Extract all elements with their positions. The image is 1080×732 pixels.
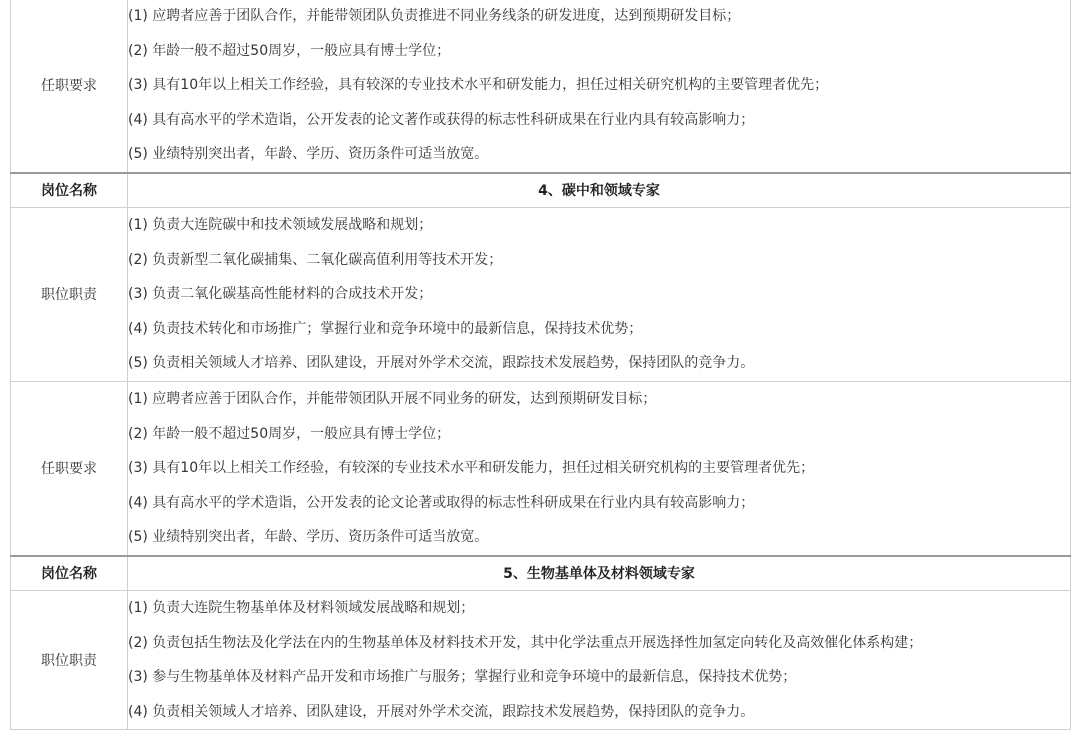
position-header-row: [11, 173, 1071, 208]
requirements-content: [128, 0, 1071, 173]
list-item: (1) 应聘者应善于团队合作，并能带领团队负责推进不同业务线条的研发进度，达到预期研发目标；: [128, 8, 741, 24]
row-label: 职位职责: [11, 207, 128, 381]
list-item: (5) 业绩特别突出者，年龄、学历、资历条件可适当放宽。: [128, 529, 489, 546]
duties-content: [128, 590, 1071, 729]
row-label: 职位职责: [11, 590, 128, 729]
list-item: (3) 参与生物基单体及材料产品开发和市场推广与服务；掌握行业和竞争环境中的最新信息，保持技术优势；: [128, 669, 797, 686]
list-item: (2) 负责包括生物法及化学法在内的生物基单体及材料技术开发，其中化学法重点开展选择性加氢定向转化及高效催化体系构建；: [128, 634, 923, 651]
position-title: 4、碳中和领域专家: [128, 173, 1071, 208]
list-item: (2) 年龄一般不超过50周岁，一般应具有博士学位；: [128, 42, 451, 59]
requirements-row: [11, 0, 1071, 173]
list-item: (4) 具有高水平的学术造诣，公开发表的论文著作或获得的标志性科研成果在行业内具有较高影响力；: [128, 111, 755, 128]
job-requirements-table: [10, 0, 1071, 730]
list-item: (3) 具有10年以上相关工作经验，具有较深的专业技术水平和研发能力，担任过相关研究机构的主要管理者优先；: [128, 77, 829, 94]
list-item: (3) 具有10年以上相关工作经验，有较深的专业技术水平和研发能力，担任过相关研究机构的主要管理者优先；: [128, 460, 815, 477]
requirements-content: [128, 381, 1071, 555]
list-item: (4) 负责相关领域人才培养、团队建设，开展对外学术交流，跟踪技术发展趋势，保持团队的竞争力。: [128, 703, 755, 720]
list-item: (1) 负责大连院碳中和技术领域发展战略和规划；: [128, 216, 433, 233]
list-item: (1) 负责大连院生物基单体及材料领域发展战略和规划；: [128, 599, 475, 616]
duties-row: [11, 590, 1071, 729]
list-item: (2) 年龄一般不超过50周岁，一般应具有博士学位；: [128, 425, 451, 442]
list-item: (4) 负责技术转化和市场推广；掌握行业和竞争环境中的最新信息，保持技术优势；: [128, 320, 643, 337]
requirements-row: [11, 381, 1071, 555]
position-title: 5、生物基单体及材料领域专家: [128, 556, 1071, 591]
table-bottom-divider: [10, 729, 1071, 730]
list-item: (5) 负责相关领域人才培养、团队建设，开展对外学术交流，跟踪技术发展趋势，保持团队的竞争力。: [128, 355, 755, 372]
list-item: (4) 具有高水平的学术造诣，公开发表的论文论著或取得的标志性科研成果在行业内具有较高影响力；: [128, 494, 755, 511]
list-item: (1) 应聘者应善于团队合作，并能带领团队开展不同业务的研发，达到预期研发目标；: [128, 390, 657, 407]
position-name-label: 岗位名称: [11, 556, 128, 591]
duties-content: [128, 207, 1071, 381]
position-name-label: 岗位名称: [11, 173, 128, 208]
row-label: 任职要求: [11, 381, 128, 555]
list-item: (5) 业绩特别突出者，年龄、学历、资历条件可适当放宽。: [128, 146, 489, 163]
row-label: 任职要求: [11, 0, 128, 173]
duties-row: [11, 207, 1071, 381]
position-header-row: [11, 556, 1071, 591]
list-item: (3) 负责二氧化碳基高性能材料的合成技术开发；: [128, 286, 433, 303]
list-item: (2) 负责新型二氧化碳捕集、二氧化碳高值利用等技术开发；: [128, 251, 503, 268]
